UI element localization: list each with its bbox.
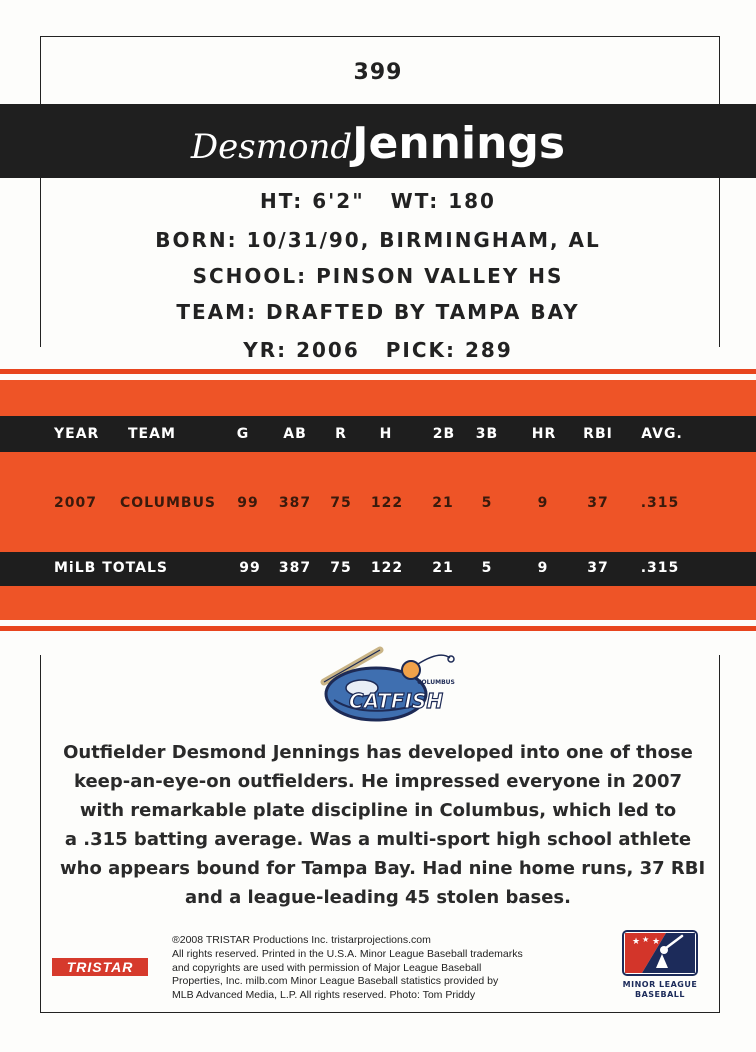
hdr-rbi: RBI xyxy=(583,426,613,442)
bio-weight: WT: 180 xyxy=(390,189,496,213)
bio-blurb xyxy=(60,738,706,912)
hdr-3b: 3B xyxy=(475,426,499,442)
tot-h: 122 xyxy=(370,560,404,576)
cell-2b: 21 xyxy=(432,495,454,511)
legal-line: and copyrights are used with permission of Major League Baseball xyxy=(172,961,482,974)
stats-bottom-band xyxy=(0,586,756,620)
first-name: Desmond xyxy=(190,127,353,167)
bio-born: BORN: 10/31/90, BIRMINGHAM, AL xyxy=(155,228,601,252)
bio-school: SCHOOL: PINSON VALLEY HS xyxy=(192,264,564,288)
bio-team: TEAM: DRAFTED BY TAMPA BAY xyxy=(176,300,580,324)
tot-3b: 5 xyxy=(481,560,493,576)
stats-totals-row xyxy=(0,552,756,586)
milb-line2: BASEBALL xyxy=(635,990,685,999)
svg-text:★: ★ xyxy=(652,937,661,947)
hdr-avg: AVG. xyxy=(641,426,683,442)
player-name xyxy=(0,118,756,169)
blurb-line: Outfielder Desmond Jennings has developed into one of those xyxy=(63,742,693,763)
cell-r: 75 xyxy=(330,495,352,511)
svg-text:★: ★ xyxy=(632,937,641,947)
cell-avg: .315 xyxy=(640,495,680,511)
cell-rbi: 37 xyxy=(587,495,609,511)
cell-h: 122 xyxy=(370,495,404,511)
blurb-line: with remarkable plate discipline in Columbus, which led to xyxy=(79,800,677,821)
catfish-logo xyxy=(318,644,458,732)
hdr-year: YEAR xyxy=(54,426,100,442)
hdr-h: H xyxy=(379,426,393,442)
tot-avg: .315 xyxy=(640,560,680,576)
hdr-ab: AB xyxy=(283,426,307,442)
legal-line: ®2008 TRISTAR Productions Inc. tristarprojections.com xyxy=(172,934,431,946)
logo-city: COLUMBUS xyxy=(417,679,455,686)
bio-height-weight xyxy=(0,189,756,213)
stats-row xyxy=(0,452,756,552)
bio-pick: PICK: 289 xyxy=(385,338,513,362)
legal-line: MLB Advanced Media, L.P. All rights reserved. Photo: Tom Priddy xyxy=(172,989,476,1002)
cell-ab: 387 xyxy=(278,495,312,511)
bio-height: HT: 6'2" xyxy=(260,189,365,213)
last-name: Jennings xyxy=(352,118,566,169)
stats-top-band xyxy=(0,380,756,416)
stripe-upper xyxy=(0,369,756,374)
hdr-team: TEAM xyxy=(128,426,176,442)
tristar-logo: TRISTAR xyxy=(52,958,148,976)
stats-header-row xyxy=(0,416,756,452)
bio-year: YR: 2006 xyxy=(243,338,360,362)
blurb-line: keep-an-eye-on outfielders. He impressed everyone in 2007 xyxy=(73,771,683,792)
blurb-line: who appears bound for Tampa Bay. Had nine home runs, 37 RBI xyxy=(60,858,706,879)
legal-text xyxy=(172,934,612,1003)
tot-hr: 9 xyxy=(537,560,549,576)
cell-team: COLUMBUS xyxy=(120,495,217,511)
tot-2b: 21 xyxy=(432,560,454,576)
blurb-line: and a league-leading 45 stolen bases. xyxy=(185,887,571,908)
legal-line: Properties, Inc. milb.com Minor League Baseball statistics provided by xyxy=(172,975,499,988)
totals-label: MiLB TOTALS xyxy=(54,560,168,576)
cell-g: 99 xyxy=(237,495,259,511)
cell-3b: 5 xyxy=(481,495,493,511)
hdr-2b: 2B xyxy=(432,426,456,442)
tot-r: 75 xyxy=(330,560,352,576)
blurb-line: a .315 batting average. Was a multi-sport high school athlete xyxy=(64,829,692,850)
milb-batter-icon xyxy=(622,930,698,976)
cell-year: 2007 xyxy=(54,495,97,511)
tot-g: 99 xyxy=(239,560,261,576)
stripe-lower xyxy=(0,626,756,631)
milb-line1: MINOR LEAGUE xyxy=(622,980,698,989)
tot-ab: 387 xyxy=(278,560,312,576)
svg-text:★: ★ xyxy=(642,935,650,944)
bio-draft xyxy=(0,338,756,362)
legal-line: All rights reserved. Printed in the U.S.A. Minor League Baseball trademarks xyxy=(172,947,523,960)
milb-logo xyxy=(618,930,702,1000)
hdr-g: G xyxy=(236,426,250,442)
hdr-hr: HR xyxy=(531,426,557,442)
tot-rbi: 37 xyxy=(587,560,609,576)
logo-name: CATFISH xyxy=(348,689,444,713)
cell-hr: 9 xyxy=(537,495,549,511)
hdr-r: R xyxy=(335,426,347,442)
card-number: 399 xyxy=(353,60,403,85)
